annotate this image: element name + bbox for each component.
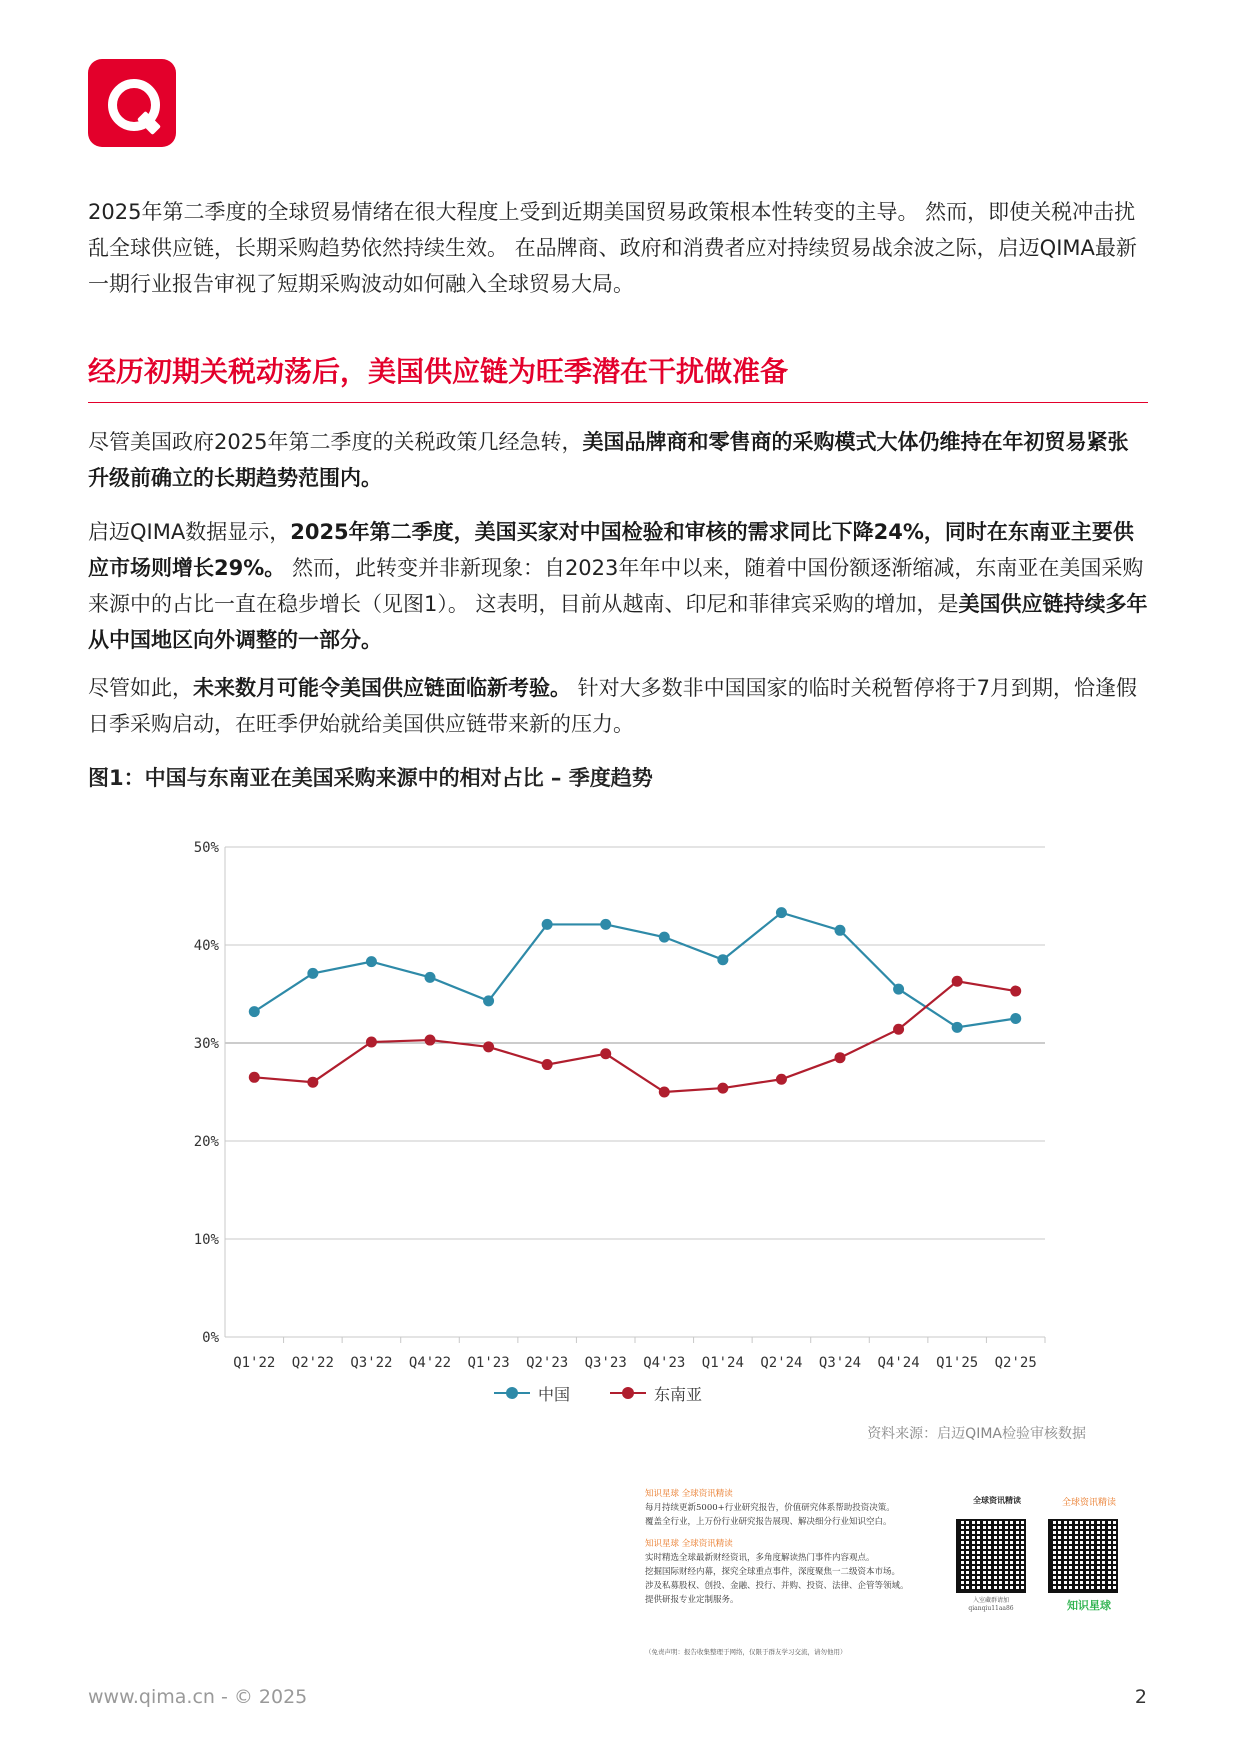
data-point-china <box>249 1006 260 1017</box>
x-tick-label: Q1'25 <box>936 1355 979 1371</box>
data-point-southeast-asia <box>893 1024 904 1035</box>
figure-title: 图1：中国与东南亚在美国采购来源中的相对占比 – 季度趋势 <box>88 766 653 790</box>
data-point-southeast-asia <box>249 1072 260 1083</box>
data-point-china <box>600 919 611 930</box>
section-title: 经历初期关税动荡后，美国供应链为旺季潜在干扰做准备 <box>88 355 789 388</box>
bold-text-run: 未来数月可能令美国供应链面临新考验。 <box>193 676 571 700</box>
y-tick-label: 50% <box>193 840 219 856</box>
data-point-china <box>425 972 436 983</box>
paragraph-3 <box>88 670 1148 742</box>
footer-website: www.qima.cn - © 2025 <box>88 1686 308 1708</box>
line-chart <box>170 830 1070 1385</box>
data-point-china <box>307 968 318 979</box>
legend-label-sea: 东南亚 <box>654 1384 703 1404</box>
data-point-china <box>893 984 904 995</box>
bold-text-run: 美国品牌商和零售商的采购模式大体仍维持在年初贸易紧张升级前确立的长期趋势范围内。 <box>88 430 1129 490</box>
promo-line: 涉及私募股权、创投、金融、投行、并购、投资、法律、企管等领域。 <box>645 1581 909 1591</box>
promo-line: 提供研报专业定制服务。 <box>645 1595 739 1605</box>
data-point-china <box>366 956 377 967</box>
legend-item-sea <box>610 1382 702 1405</box>
data-point-china <box>483 995 494 1006</box>
legend-swatch-china <box>494 1385 530 1401</box>
data-point-china <box>717 954 728 965</box>
legend-item-china <box>494 1382 570 1405</box>
x-tick-label: Q2'24 <box>760 1355 803 1371</box>
data-point-china <box>659 932 670 943</box>
qr-brand: 知识星球 <box>1067 1599 1111 1612</box>
text-run: 启迈QIMA数据显示， <box>88 520 291 544</box>
text-run: 尽管美国政府2025年第二季度的关税政策几经急转， <box>88 430 583 454</box>
x-tick-label: Q4'22 <box>408 1355 452 1371</box>
data-point-southeast-asia <box>600 1048 611 1059</box>
bold-text-run: 美国供应链持续多年从中国地区向外调整的一部分。 <box>88 592 1148 652</box>
data-point-southeast-asia <box>776 1074 787 1085</box>
data-point-southeast-asia <box>425 1035 436 1046</box>
qima-logo <box>88 59 176 147</box>
page-number: 2 <box>1134 1686 1147 1708</box>
data-point-china <box>835 925 846 936</box>
bold-text-run: 2025年第二季度，美国买家对中国检验和审核的需求同比下降24%，同时在东南亚主要供应市场则增长29%。 <box>88 520 1134 580</box>
x-tick-label: Q4'24 <box>877 1355 920 1371</box>
section-divider <box>88 402 1148 403</box>
promo-line: 覆盖全行业，上万份行业研究报告展现、解决细分行业知识空白。 <box>645 1517 892 1527</box>
legend-label-china: 中国 <box>538 1384 571 1404</box>
promo-heading-2: 知识星球 全球资讯精读 <box>645 1539 733 1549</box>
chart-source: 资料来源：启迈QIMA检验审核数据 <box>867 1426 1086 1442</box>
x-tick-label: Q3'24 <box>818 1355 862 1371</box>
data-point-southeast-asia <box>1010 986 1021 997</box>
text-run: 尽管如此， <box>88 676 193 700</box>
x-tick-label: Q2'23 <box>526 1355 569 1371</box>
legend-swatch-sea <box>610 1385 646 1401</box>
promo-heading-1: 知识星球 全球资讯精读 <box>645 1489 733 1499</box>
data-point-southeast-asia <box>835 1052 846 1063</box>
data-point-southeast-asia <box>483 1041 494 1052</box>
data-point-southeast-asia <box>366 1037 377 1048</box>
y-tick-label: 10% <box>193 1232 219 1248</box>
x-tick-label: Q4'23 <box>643 1355 686 1371</box>
x-tick-label: Q1'24 <box>701 1355 744 1371</box>
promo-footnote: （免责声明：报告收集整理于网络，仅限于群友学习交流，请勿他用） <box>645 1648 847 1656</box>
promo-brand-right: 全球资讯精读 <box>1061 1498 1116 1508</box>
promo-brand-left: 全球资讯精读 <box>973 1495 1021 1505</box>
qr-code-icon <box>1048 1519 1118 1593</box>
data-point-southeast-asia <box>717 1083 728 1094</box>
y-tick-label: 40% <box>193 938 219 954</box>
promo-line: 每月持续更新5000+行业研究报告，价值研究体系帮助投资决策。 <box>645 1503 895 1513</box>
data-point-china <box>952 1022 963 1033</box>
series-line-china <box>254 913 1015 1028</box>
series-line-southeast-asia <box>254 981 1015 1092</box>
intro-paragraph <box>88 194 1148 302</box>
y-tick-label: 20% <box>193 1134 219 1150</box>
promo-line: 挖掘国际财经内幕，探究全球重点事件，深度聚焦一二级资本市场。 <box>645 1567 901 1577</box>
x-tick-label: Q2'25 <box>994 1355 1037 1371</box>
data-point-southeast-asia <box>952 976 963 987</box>
promo-block <box>645 1487 1125 1667</box>
paragraph-2 <box>88 514 1148 658</box>
promo-line: 实时精选全球最新财经资讯，多角度解读热门事件内容观点。 <box>645 1553 875 1563</box>
data-point-southeast-asia <box>659 1087 670 1098</box>
data-point-china <box>542 919 553 930</box>
data-point-china <box>776 907 787 918</box>
text-run: 然而，此转变并非新现象：自2023年年中以来，随着中国份额逐渐缩减，东南亚在美国采购来源中的占比一直在稳步增长（见图1）。 这表明，目前从越南、印尼和菲律宾采购的增加，是 <box>88 556 1144 616</box>
data-point-southeast-asia <box>542 1059 553 1070</box>
x-tick-label: Q3'23 <box>584 1355 627 1371</box>
qr-code-icon <box>956 1519 1026 1593</box>
x-tick-label: Q3'22 <box>350 1355 393 1371</box>
y-tick-label: 0% <box>202 1330 219 1346</box>
promo-text <box>645 1487 935 1607</box>
paragraph-1 <box>88 424 1148 496</box>
x-tick-label: Q1'23 <box>467 1355 510 1371</box>
x-tick-label: Q1'22 <box>233 1355 276 1371</box>
y-tick-label: 30% <box>193 1036 219 1052</box>
data-point-china <box>1010 1013 1021 1024</box>
data-point-southeast-asia <box>307 1077 318 1088</box>
text-run: 针对大多数非中国国家的临时关税暂停将于7月到期，恰逢假日季采购启动，在旺季伊始就给美国供应链带来新的压力。 <box>88 676 1138 736</box>
text-run: 2025年第二季度的全球贸易情绪在很大程度上受到近期美国贸易政策根本性转变的主导。 然而，即使关税冲击扰乱全球供应链，长期采购趋势依然持续生效。 在品牌商、政府和消费者应对持续贸易战余波之际，启迈QIMA最新一期行业报告审视了短期采购波动如何融入全球贸易大局。 <box>88 200 1137 296</box>
x-tick-label: Q2'22 <box>291 1355 334 1371</box>
qr-caption: 入室藏群请加 qianqiu11aa86 <box>968 1597 1014 1612</box>
chart-legend <box>494 1378 742 1408</box>
